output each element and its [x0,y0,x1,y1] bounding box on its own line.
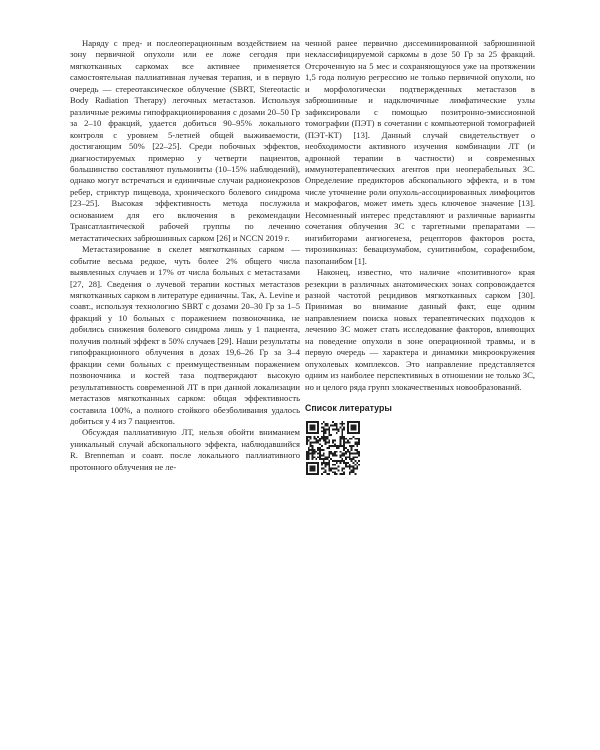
paragraph-abscopal-effect-continued: ченной ранее первично диссеминированной забрюшинной неклассифицируемой саркомы в дозе 50 Гр за 25 фракций. Отсроченную на 5 мес и сохраняющуюся уже на протяжении 1,5 года полную регрессию не только первичной опухоли, но и морфологически подтвержденных метастазов в забрюшинные и надключичные лимфатические узлы зафиксировали с помощью позитронно-эмиссионной томографии (ПЭТ) в сочетании с компьютерной томографией (ПЭТ-КТ) [13]. Данный случай свидетельствует о необходимости активного изучения комбинации ЛТ (и адронной терапии в частности) и современных иммунотерапевтических агентов при неоперабельных ЗС. Определение предикторов абскопального эффекта, и в том числе уточнение роли опухоль-ассоциированных лимфоцитов и макрофагов, может иметь здесь ключевое значение [13]. Несомненный интерес представляют и различные варианты сочетания облучения ЗС с таргетными препаратами — ингибиторами ангиогенеза, рецепторов факторов роста, тирозинкиназ: бевацизумабом, сунитинибом, сорафенибом, пазопанибом [1]. [305,38,535,266]
paragraph-sbrt-lung-metastases: Наряду с пред- и послеоперационным воздействием на зону первичной опухоли или ее ложе сегодня при мягкотканных саркомах все активнее применяется самостоятельная паллиативная лучевая терапия, и в первую очередь — стереотаксическое облучение (SBRT, Stereotactic Body Radiation Therapy) легочных метастазов. Используя различные режимы гипофракционирования с дозами 20–50 Гр за 2–10 фракций, удается добиться 90–95% локального контроля с уровнем 5-летней общей выживаемости, достигающим 50% [22–25]. Среди побочных эффектов, диагностируемых примерно у четверти пациентов, большинство составляют пульмониты (10–15% наблюдений), однако могут встречаться и единичные случаи радионекрозов ребер, стриктур пищевода, хронического болевого синдрома [23–25]. Высокая эффективность метода послужила основанием для его включения в рекомендации Трансатлантической рабочей группы по лечению метастатических забрюшинных сарком [26] и NCCN 2019 г. [70,38,300,243]
paragraph-resection-margin: Наконец, известно, что наличие «позитивного» края резекции в различных анатомических зонах сопровождается разной частотой рецидивов мягкотканных сарком [30]. Принимая во внимание данный факт, еще одним направлением поиска новых терапевтических подходов к лечению ЗС может стать исследование факторов, влияющих на поведение опухоли в зоне операционной травмы, и в первую очередь — характера и динамики микроокружения опухолевых комплексов. Это направление представляется одним из наиболее перспективных в отношении не только ЗС, но и целого ряда групп злокачественных новообразований. [305,267,535,392]
qr-code-graphic [306,421,360,475]
references-heading: Список литературы [305,403,392,414]
paragraph-bone-metastases: Метастазирование в скелет мягкотканных сарком — событие весьма редкое, чуть более 2% общего числа выявленных случаев и 17% от числа больных с метастазами [27, 28]. Сведения о лучевой терапии костных метастазов мягкотканных сарком в литературе единичны. Так, A. Levine и соавт., используя технологию SBRT с дозами 20–30 Гр за 1–5 фракций у 10 больных с поражением позвоночника, не добились снижения болевого синдрома лишь у 1 пациента, получив полный эффект в 50% случаев [29]. Наши результаты гипофракционного облучения в дозах 19,6–26 Гр за 3–4 фракции семи больных с преимущественным поражением позвоночника и костей таза подтверждают высокую результативность современной ЛТ в при данной локализации метастазов мягкотканных сарком: общая эффективность составила 100%, а полного стойкого обезболивания удалось добиться у 4 из 7 пациентов. [70,244,300,426]
right-text-column [305,38,535,475]
qr-code-icon[interactable] [306,421,360,475]
left-text-column [70,38,300,473]
paragraph-abscopal-effect-start: Обсуждая паллиативную ЛТ, нельзя обойти вниманием уникальный случай абскопального эффекта, наблюдавшийся R. Brenneman и соавт. после локального паллиативного протонного облучения не ле- [70,427,300,472]
